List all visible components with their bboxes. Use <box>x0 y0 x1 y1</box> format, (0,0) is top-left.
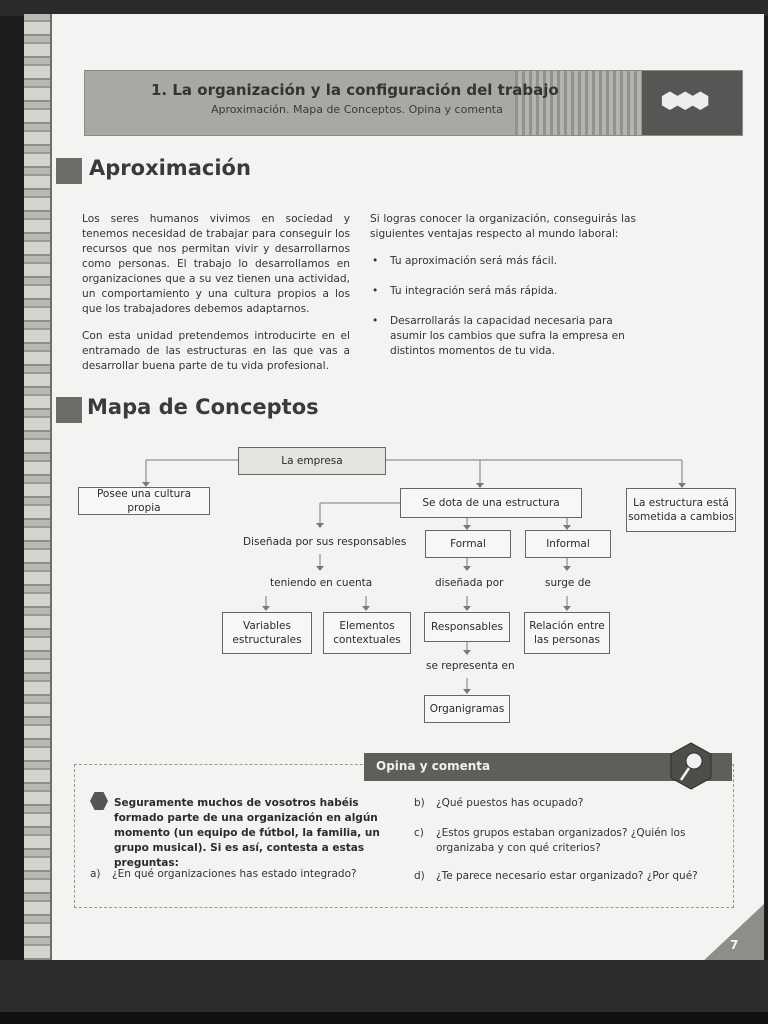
concept-informal: Informal <box>525 530 611 558</box>
concept-organigramas: Organigramas <box>424 695 510 723</box>
page-number: 7 <box>730 938 739 952</box>
unit-subtitle: Aproximación. Mapa de Conceptos. Opina y comenta <box>211 103 503 116</box>
list-item: • Tu integración será más rápida. <box>370 284 636 299</box>
scan-bottom-border <box>0 1012 768 1024</box>
paragraph: Con esta unidad pretendemos introducirte en el entramado de las estructuras en las que vas a desarrollar buena parte de tu vida profesional. <box>82 330 350 372</box>
opina-title: Opina y comenta <box>376 759 491 773</box>
concept-empresa: La empresa <box>238 447 386 475</box>
paragraph: Los seres humanos vivimos en sociedad y tenemos necesidad de trabajar para conseguir los recursos que nos permitan vivir y desarrollarnos como personas. El trabajo lo desarrollamos en organizaciones que a su vez tienen una actividad, un comportamiento y una cultura propios a los que los trabajadores debemos adaptarnos. <box>82 213 350 315</box>
concept-responsables: Responsables <box>424 612 510 642</box>
paragraph: Si logras conocer la organización, conseguirás las siguientes ventajas respecto al mundo laboral: <box>370 213 636 240</box>
lightbulb-icon <box>669 742 713 790</box>
concept-formal: Formal <box>425 530 511 558</box>
opina-prompt: Seguramente muchos de vosotros habéis formado parte de una organización en algún momento (un equipo de fútbol, la familia, un grupo musical). Si es así, contesta a estas preguntas: <box>114 797 380 869</box>
hexagon-cluster-icon: ⬢⬢⬢ <box>660 89 706 114</box>
section-title-mapa: Mapa de Conceptos <box>87 395 319 419</box>
label-disenada-responsables: Diseñada por sus responsables <box>243 536 407 548</box>
label-se-representa: se representa en <box>426 660 515 672</box>
unit-title: 1. La organización y la configuración del trabajo <box>151 81 559 99</box>
concept-relacion: Relación entre las personas <box>524 612 610 654</box>
concept-elementos: Elementos contextuales <box>323 612 411 654</box>
question-item: b) ¿Qué puestos has ocupado? <box>414 797 584 809</box>
label-disenada-por: diseñada por <box>435 577 504 589</box>
concept-cultura: Posee una cultura propia <box>78 487 210 515</box>
section-title-aproximacion: Aproximación <box>89 156 251 180</box>
list-item: • Tu aproximación será más fácil. <box>370 254 636 269</box>
concept-estructura: Se dota de una estructura <box>400 488 582 518</box>
question-item: d) ¿Te parece necesario estar organizado? ¿Por qué? <box>414 870 698 882</box>
concept-cambios: La estructura está sometida a cambios <box>626 488 736 532</box>
label-surge-de: surge de <box>545 577 591 589</box>
concept-variables: Variables estructurales <box>222 612 312 654</box>
label-teniendo-en-cuenta: teniendo en cuenta <box>270 577 373 589</box>
question-item: a) ¿En qué organizaciones has estado integrado? <box>90 868 357 880</box>
list-item: • Desarrollarás la capacidad necesaria para asumir los cambios que sufra la empresa en distintos momentos de tu vida. <box>370 314 636 359</box>
question-item: c) ¿Estos grupos estaban organizados? ¿Quién los organizaba y con qué criterios? <box>414 827 686 854</box>
